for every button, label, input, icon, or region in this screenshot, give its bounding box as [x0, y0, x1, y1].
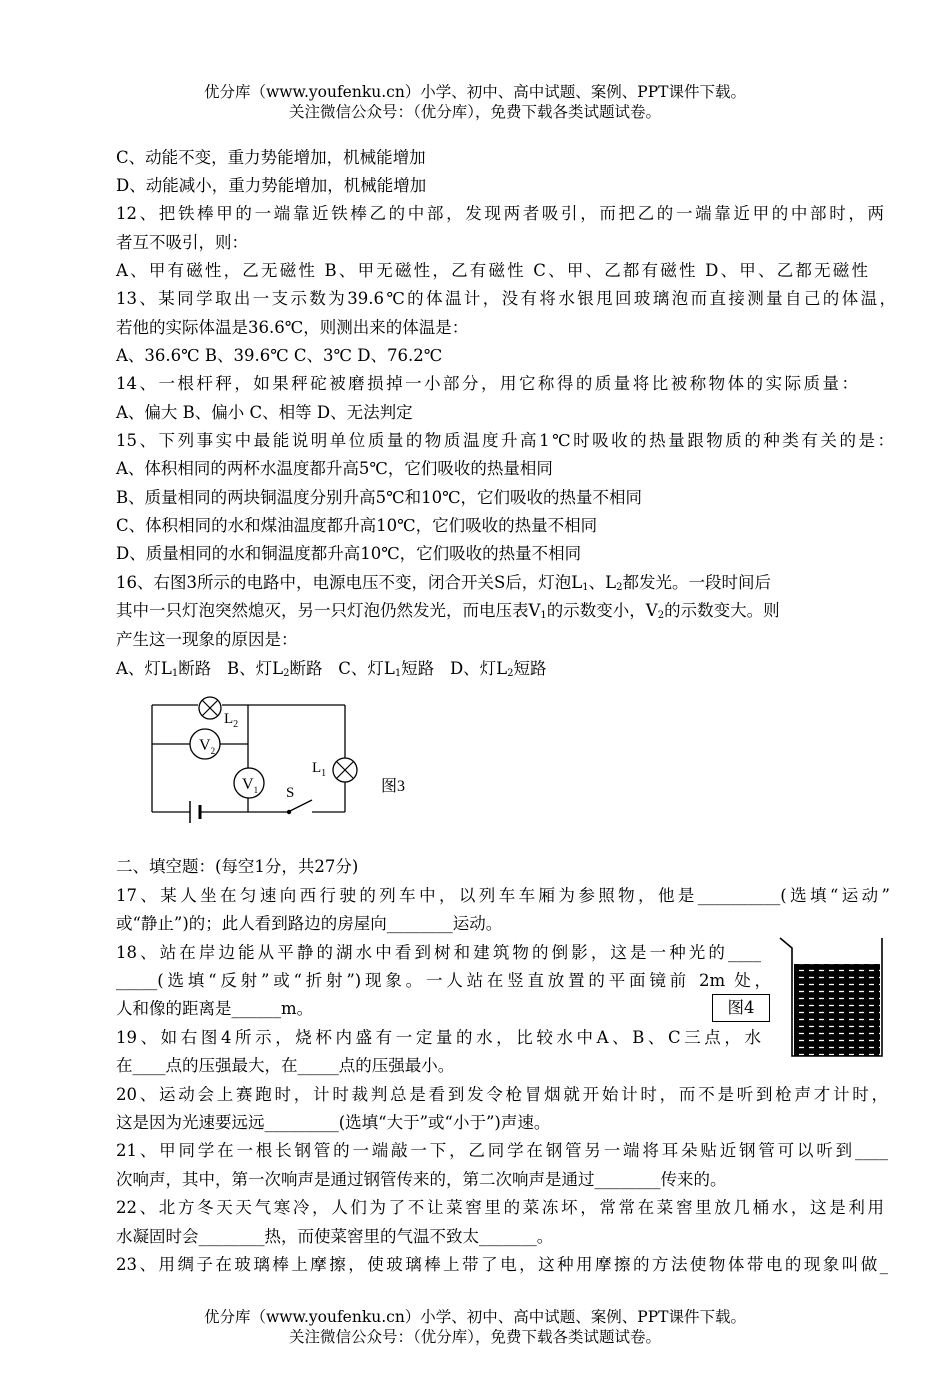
q19-stem-1: 19、如右图4所示，烧杯内盛有一定量的水，比较水中A、B、C三点，水 — [116, 1028, 761, 1047]
q12-options: A、甲有磁性，乙无磁性 B、甲无磁性，乙有磁性 C、甲、乙都有磁性 D、甲、乙都无磁性 — [116, 261, 868, 280]
switch-contact — [287, 810, 291, 814]
footer-line-2: 关注微信公众号：（优分库），免费下载各类试题试卷。 — [288, 1328, 661, 1346]
q14-stem: 14、一根杆秤，如果秤砣被磨损掉一小部分，用它称得的质量将比被称物体的实际质量： — [116, 374, 858, 393]
q13-stem-1: 13、某同学取出一支示数为39.6℃的体温计，没有将水银甩回玻璃泡而直接测量自己的体温， — [116, 289, 896, 308]
beaker-figure-4 — [778, 932, 890, 1062]
label-v1: $V_1$ — [242, 776, 259, 795]
lamp-l1 — [333, 758, 357, 782]
q16-options: A、灯$L_1$断路 B、灯$L_2$断路 C、灯$L_1$短路 D、灯$L_2$短路 — [116, 659, 547, 679]
q17-stem-1: 17、某人坐在匀速向西行驶的列车中，以列车车厢为参照物，他是__________(选填“运动” — [116, 886, 890, 905]
section-2-title: 二、填空题：(每空1分，共27分) — [116, 857, 359, 876]
circuit-diagram-figure-3 — [140, 690, 440, 835]
label-l1: $L_1$ — [312, 760, 327, 779]
q21-stem-2: 次响声，其中，第一次响声是通过钢管传来的，第二次响声是通过________传来的。 — [116, 1170, 727, 1189]
q15-stem: 15、下列事实中最能说明单位质量的物质温度升高1℃时吸收的热量跟物质的种类有关的是： — [116, 431, 894, 450]
q21-stem-1: 21、甲同学在一根长钢管的一端敲一下，乙同学在钢管另一端将耳朵贴近钢管可以听到____ — [116, 1141, 888, 1160]
water — [794, 964, 880, 1056]
q16-stem-1: 16、右图3所示的电路中，电源电压不变，闭合开关S后，灯泡$L_1$、$L_2$都发光。一段时间后 — [116, 573, 771, 593]
q15-option-a: A、体积相同的两杯水温度都升高5℃，它们吸收的热量相同 — [116, 459, 553, 478]
q13-options: A、36.6℃ B、39.6℃ C、3℃ D、76.2℃ — [116, 346, 443, 365]
q12-stem-1: 12、把铁棒甲的一端靠近铁棒乙的中部，发现两者吸引，而把乙的一端靠近甲的中部时，两 — [116, 204, 884, 223]
q11-option-c: C、动能不变，重力势能增加，机械能增加 — [116, 148, 426, 167]
q14-options: A、偏大 B、偏小 C、相等 D、无法判定 — [116, 403, 413, 422]
q22-stem-2: 水凝固时会________热，而使菜窖里的气温不致太_______。 — [116, 1227, 554, 1246]
lamp-l2 — [199, 697, 221, 719]
q15-option-c: C、体积相同的水和煤油温度都升高10℃，它们吸收的热量不相同 — [116, 516, 598, 535]
q16-stem-3: 产生这一现象的原因是： — [116, 630, 298, 649]
footer-line-1: 优分库（www.youfenku.cn）小学、初中、高中试题、案例、PPT课件下载。 — [203, 1308, 747, 1326]
q18-stem-3: 人和像的距离是______m。 — [116, 999, 314, 1018]
q15-option-b: B、质量相同的两块铜温度分别升高5℃和10℃，它们吸收的热量不相同 — [116, 488, 643, 507]
q12-stem-2: 者互不吸引，则： — [116, 233, 248, 252]
q18-stem-2: _____(选填“反射”或“折射”)现象。一人站在竖直放置的平面镜前 2m 处， — [116, 971, 771, 990]
figure-3-caption: 图3 — [381, 778, 406, 795]
q18-stem-1: 18、站在岸边能从平静的湖水中看到树和建筑物的倒影，这是一种光的____ — [116, 943, 761, 962]
q13-stem-2: 若他的实际体温是36.6℃，则测出来的体温是： — [116, 318, 469, 337]
q16-stem-2: 其中一只灯泡突然熄灭，另一只灯泡仍然发光，而电压表$V_1$的示数变小，$V_2$的示数变大。则 — [116, 601, 780, 621]
q17-stem-2: 或“静止”)的；此人看到路边的房屋向________运动。 — [116, 914, 503, 933]
q20-stem-2: 这是因为光速要远远_________(选填“大于”或“小于”)声速。 — [116, 1113, 551, 1132]
q23-stem-1: 23、用绸子在玻璃棒上摩擦，使玻璃棒上带了电，这种用摩擦的方法使物体带电的现象叫做_ — [116, 1255, 888, 1274]
q19-stem-2: 在____点的压强最大，在_____点的压强最小。 — [116, 1056, 455, 1075]
label-v2: $V_2$ — [199, 737, 216, 756]
header-line-1: 优分库（www.youfenku.cn）小学、初中、高中试题、案例、PPT课件下载。 — [203, 83, 747, 101]
q11-option-d: D、动能减小，重力势能增加，机械能增加 — [116, 176, 427, 195]
q15-option-d: D、质量相同的水和铜温度都升高10℃，它们吸收的热量不相同 — [116, 544, 582, 563]
label-l2: $L_2$ — [224, 711, 239, 730]
header-line-2: 关注微信公众号：（优分库），免费下载各类试题试卷。 — [288, 103, 661, 121]
q22-stem-1: 22、北方冬天天气寒冷，人们为了不让菜窖里的菜冻坏，常常在菜窖里放几桶水，这是利用 — [116, 1198, 884, 1217]
q20-stem-1: 20、运动会上赛跑时，计时裁判总是看到发令枪冒烟就开始计时，而不是听到枪声才计时， — [116, 1085, 888, 1104]
label-switch: S — [286, 785, 295, 801]
figure-4-caption: 图4 — [712, 994, 770, 1022]
